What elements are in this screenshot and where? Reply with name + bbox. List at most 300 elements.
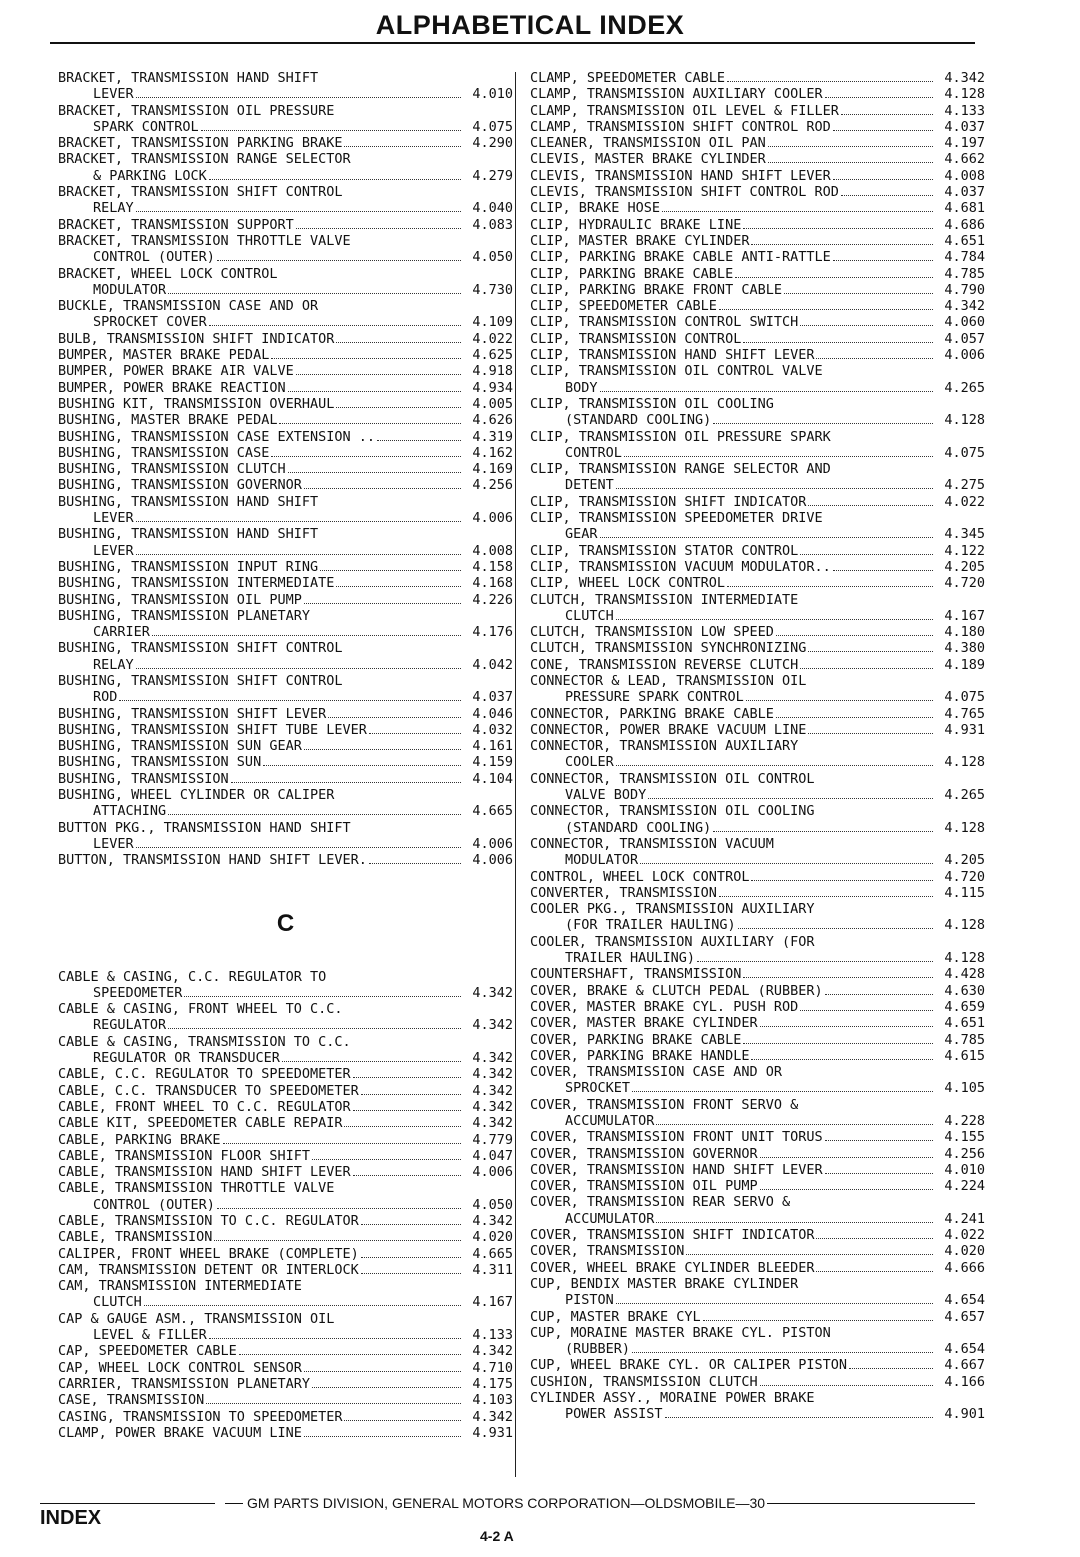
index-entry: [530, 1276, 985, 1309]
index-entry-text: CABLE, TRANSMISSION THROTTLE VALVE: [58, 1180, 335, 1197]
index-entry-text: RELAY: [93, 200, 134, 217]
index-entry-text: CLAMP, SPEEDOMETER CABLE: [530, 70, 726, 86]
index-entry-line: [530, 624, 985, 640]
index-page-ref: 4.657: [944, 1308, 985, 1325]
index-page-ref: 4.197: [944, 135, 985, 152]
index-entry-line: [58, 1425, 513, 1441]
dot-leader: [743, 1042, 933, 1044]
index-entry-text: COVER, TRANSMISSION CASE AND OR: [530, 1064, 782, 1081]
index-page-ref: 4.720: [944, 575, 985, 592]
index-entry-text: BUSHING, TRANSMISSION HAND SHIFT: [58, 493, 319, 510]
dot-leader: [825, 1172, 933, 1174]
index-entry-line: [58, 412, 513, 428]
index-entry: [58, 477, 513, 493]
index-entry-text: CONNECTOR, TRANSMISSION OIL COOLING: [530, 803, 815, 820]
index-entry-text: DETENT: [565, 477, 614, 494]
index-entry-text: BUSHING, TRANSMISSION SHIFT CONTROL: [58, 672, 343, 689]
index-entry: [58, 347, 513, 363]
index-entry-text: SPEEDOMETER: [93, 984, 183, 1001]
index-entry-text: CLIP, BRAKE HOSE: [530, 200, 661, 217]
index-page-ref: 4.042: [472, 656, 513, 673]
index-entry: [530, 543, 985, 559]
index-entry: [530, 575, 985, 591]
index-entry: [530, 738, 985, 771]
index-page-ref: 4.665: [472, 1245, 513, 1262]
index-entry: [530, 1260, 985, 1276]
index-page-ref: 4.380: [944, 640, 985, 657]
index-entry-text: LEVER: [93, 542, 134, 559]
index-entry-text: CLIP, TRANSMISSION STATOR CONTROL: [530, 542, 799, 559]
index-page-ref: 4.934: [472, 379, 513, 396]
dot-leader: [816, 1237, 933, 1239]
index-page-ref: 4.006: [472, 1164, 513, 1181]
index-entry-text: VALVE BODY: [565, 787, 647, 804]
index-page-ref: 4.275: [944, 477, 985, 494]
index-page-ref: 4.279: [472, 167, 513, 184]
index-page-ref: 4.020: [944, 1243, 985, 1260]
index-page-ref: 4.319: [472, 428, 513, 445]
dot-leader: [719, 308, 933, 310]
index-entry: [58, 722, 513, 738]
footer-section-label: INDEX: [40, 1507, 102, 1529]
dot-leader: [800, 667, 933, 669]
footer-text: GM PARTS DIVISION, GENERAL MOTORS CORPORATION—OLDSMOBILE—30: [247, 1495, 766, 1511]
dot-leader: [751, 879, 933, 881]
index-page-ref: 4.901: [944, 1406, 985, 1423]
dot-leader: [808, 504, 933, 506]
index-page-ref: 4.189: [944, 656, 985, 673]
index-entry-line: [530, 249, 985, 265]
index-page-ref: 4.659: [944, 998, 985, 1015]
index-entry-line: [58, 331, 513, 347]
index-entry-text: BUSHING, TRANSMISSION OIL PUMP: [58, 591, 302, 608]
index-entry-line: [530, 151, 985, 167]
dot-leader: [849, 1367, 933, 1369]
index-entry-text: CLIP, MASTER BRAKE CYLINDER: [530, 232, 750, 249]
dot-leader: [665, 1416, 933, 1418]
index-entry-text: CONVERTER, TRANSMISSION: [530, 884, 717, 901]
index-entry-text: COVER, TRANSMISSION OIL PUMP: [530, 1178, 758, 1195]
index-entry-text: CLEVIS, TRANSMISSION HAND SHIFT LEVER: [530, 167, 831, 184]
index-page-ref: 4.005: [472, 395, 513, 412]
index-entry: [530, 1309, 985, 1325]
index-entry-line: [530, 640, 985, 656]
index-entry-line: [58, 852, 513, 868]
dot-leader: [600, 536, 933, 538]
dot-leader: [288, 471, 461, 473]
index-entry: [530, 200, 985, 216]
dot-leader: [616, 618, 933, 620]
index-entry-line: [58, 200, 513, 216]
section-letter: C: [276, 909, 295, 937]
index-entry-line: [530, 86, 985, 102]
index-entry-text: CAM, TRANSMISSION INTERMEDIATE: [58, 1278, 302, 1295]
index-entry-line: [58, 1148, 513, 1164]
index-entry-text: ACCUMULATOR: [565, 1210, 655, 1227]
index-page-ref: 4.931: [472, 1424, 513, 1441]
index-page-ref: 4.166: [944, 1373, 985, 1390]
index-page-ref: 4.103: [472, 1392, 513, 1409]
index-entry-text: CONNECTOR, PARKING BRAKE CABLE: [530, 705, 774, 722]
index-entry-line: [530, 722, 985, 738]
index-page-ref: 4.176: [472, 624, 513, 641]
index-page-ref: 4.167: [472, 1294, 513, 1311]
index-entry-line: [58, 396, 513, 412]
index-page-ref: 4.790: [944, 281, 985, 298]
index-entry-text: CLIP, PARKING BRAKE CABLE: [530, 265, 734, 282]
index-entry-text: CARRIER: [93, 624, 150, 641]
index-entry-text: LEVER: [93, 510, 134, 527]
dot-leader: [738, 927, 933, 929]
dot-leader: [168, 292, 461, 294]
index-page-ref: 4.010: [944, 1161, 985, 1178]
dot-leader: [282, 1060, 461, 1062]
index-entry-line: [58, 1164, 513, 1180]
dot-leader: [361, 1093, 461, 1095]
page-title: ALPHABETICAL INDEX: [375, 10, 685, 40]
index-entry-text: MODULATOR: [565, 852, 639, 869]
index-page-ref: 4.050: [472, 1196, 513, 1213]
index-entry-line: [58, 559, 513, 575]
index-entry: [58, 1278, 513, 1311]
index-entry-line: [58, 380, 513, 396]
index-entry: [530, 999, 985, 1015]
dot-leader: [640, 862, 933, 864]
index-entry: [530, 429, 985, 462]
dot-leader: [746, 699, 933, 701]
index-page-ref: 4.022: [944, 1227, 985, 1244]
dot-leader: [632, 1351, 933, 1353]
index-entry-text: BUSHING, TRANSMISSION CLUTCH: [58, 461, 286, 478]
index-entry-text: BUSHING, TRANSMISSION HAND SHIFT: [58, 526, 319, 543]
index-entry-text: COOLER, TRANSMISSION AUXILIARY (FOR: [530, 933, 815, 950]
dot-leader: [743, 227, 933, 229]
index-entry: [530, 901, 985, 934]
index-entry: [58, 363, 513, 379]
index-entry-text: COVER, WHEEL BRAKE CYLINDER BLEEDER: [530, 1259, 815, 1276]
index-entry: [58, 771, 513, 787]
index-entry-text: CAP, SPEEDOMETER CABLE: [58, 1343, 237, 1360]
index-page-ref: 4.006: [944, 347, 985, 364]
index-entry-text: COVER, TRANSMISSION REAR SERVO &: [530, 1194, 791, 1211]
index-page-ref: 4.008: [472, 542, 513, 559]
index-entry: [58, 396, 513, 412]
index-entry-text: CLAMP, POWER BRAKE VACUUM LINE: [58, 1424, 302, 1441]
index-entry-text: COVER, TRANSMISSION HAND SHIFT LEVER: [530, 1161, 823, 1178]
index-page-ref: 4.228: [944, 1113, 985, 1129]
dot-leader: [833, 259, 933, 261]
index-entry-line: [530, 559, 985, 575]
index-page-ref: 4.615: [944, 1047, 985, 1064]
index-entry-line: [58, 429, 513, 445]
index-entry: [58, 754, 513, 770]
index-entry-text: CLIP, HYDRAULIC BRAKE LINE: [530, 216, 742, 233]
index-entry: [530, 771, 985, 804]
index-entry-line: [58, 1343, 513, 1359]
dot-leader: [833, 569, 933, 571]
index-entry-line: [58, 1327, 513, 1343]
index-page-ref: 4.022: [944, 493, 985, 510]
index-entry-line: [530, 1113, 985, 1129]
dot-leader: [312, 1386, 461, 1388]
index-entry-text: CABLE, FRONT WHEEL TO C.C. REGULATOR: [58, 1098, 351, 1115]
dot-leader: [152, 634, 461, 636]
dot-leader: [214, 1239, 461, 1241]
index-entry-text: BUSHING, TRANSMISSION INPUT RING: [58, 558, 319, 575]
index-entry-text: CLIP, TRANSMISSION RANGE SELECTOR AND: [530, 461, 831, 478]
index-entry: [530, 1146, 985, 1162]
index-entry-line: [530, 1374, 985, 1390]
index-entry-text: CUP, WHEEL BRAKE CYL. OR CALIPER PISTON: [530, 1357, 847, 1374]
index-entry: [530, 168, 985, 184]
index-entry: [530, 706, 985, 722]
index-entry-text: CLIP, TRANSMISSION OIL CONTROL VALVE: [530, 363, 823, 380]
index-entry: [58, 103, 513, 136]
index-page-ref: 4.785: [944, 1031, 985, 1048]
index-page-ref: 4.765: [944, 705, 985, 722]
index-page-ref: 4.342: [472, 984, 513, 1001]
dot-leader: [825, 993, 933, 995]
index-entry-text: CLIP, TRANSMISSION SPEEDOMETER DRIVE: [530, 510, 823, 527]
index-entry-line: [58, 217, 513, 233]
index-entry-line: [58, 722, 513, 738]
index-entry: [58, 1360, 513, 1376]
index-page-ref: 4.654: [944, 1292, 985, 1309]
index-entry-line: [58, 1246, 513, 1262]
index-entry-line: [58, 1360, 513, 1376]
dot-leader: [136, 553, 461, 555]
index-entry-line: [530, 135, 985, 151]
footer-publisher: [225, 1495, 975, 1511]
index-page-ref: 4.265: [944, 379, 985, 396]
index-entry-line: [530, 103, 985, 119]
index-page-ref: 4.342: [472, 1098, 513, 1115]
dot-leader: [353, 1109, 461, 1111]
index-entry-text: MODULATOR: [93, 281, 167, 298]
index-entry-line: [530, 331, 985, 347]
dot-leader: [344, 1125, 461, 1127]
index-entry-text: BRACKET, TRANSMISSION OIL PRESSURE: [58, 102, 335, 119]
index-entry-text: CLIP, TRANSMISSION OIL COOLING: [530, 395, 774, 412]
column-divider: [515, 72, 516, 1477]
index-page-ref: 4.226: [472, 591, 513, 608]
dot-leader: [816, 357, 933, 359]
index-page-ref: 4.428: [944, 966, 985, 983]
dot-leader: [328, 716, 461, 718]
dot-leader: [751, 1058, 933, 1060]
index-page-ref: 4.122: [944, 542, 985, 559]
index-entry: [530, 70, 985, 86]
dot-leader: [768, 161, 933, 163]
dot-leader: [344, 1419, 461, 1421]
index-entry-line: [58, 1115, 513, 1131]
dot-leader: [361, 1272, 461, 1274]
index-page-ref: 4.128: [944, 950, 985, 967]
index-entry-text: (STANDARD COOLING): [565, 412, 712, 429]
index-entry-line: [530, 1178, 985, 1194]
index-entry-line: [530, 70, 985, 86]
index-entry-text: PISTON: [565, 1292, 614, 1309]
index-entry-text: BRACKET, TRANSMISSION THROTTLE VALVE: [58, 232, 351, 249]
index-entry: [58, 575, 513, 591]
index-entry-text: CONNECTOR, TRANSMISSION AUXILIARY: [530, 738, 799, 755]
index-entry-line: [58, 445, 513, 461]
dot-leader: [616, 487, 933, 489]
index-page-ref: 4.037: [944, 118, 985, 135]
index-entry-line: [530, 689, 985, 705]
dot-leader: [760, 1025, 933, 1027]
index-page-ref: 4.075: [944, 689, 985, 706]
index-page-ref: 4.630: [944, 982, 985, 999]
dot-leader: [784, 292, 933, 294]
dot-leader: [312, 1158, 461, 1160]
index-page-ref: 4.256: [944, 1145, 985, 1162]
index-page-ref: 4.109: [472, 314, 513, 331]
index-entry: [58, 217, 513, 233]
index-entry-text: CONTROL (OUTER): [93, 249, 215, 266]
index-entry-text: SPROCKET: [565, 1080, 631, 1097]
index-entry-text: BUSHING, TRANSMISSION: [58, 770, 229, 787]
index-entry-text: CALIPER, FRONT WHEEL BRAKE (COMPLETE): [58, 1245, 359, 1262]
index-page-ref: 4.040: [472, 200, 513, 217]
dot-leader: [223, 1142, 461, 1144]
dot-leader: [713, 830, 933, 832]
index-entry-line: [530, 1309, 985, 1325]
index-entry: [58, 787, 513, 820]
index-entry-text: BRACKET, TRANSMISSION SHIFT CONTROL: [58, 184, 343, 201]
dot-leader: [377, 439, 461, 441]
title-divider: [50, 42, 975, 44]
dot-leader: [727, 585, 933, 587]
dot-leader: [279, 422, 461, 424]
index-entry: [58, 640, 513, 673]
index-entry: [530, 1194, 985, 1227]
index-page-ref: 4.342: [472, 1408, 513, 1425]
index-entry-text: COVER, MASTER BRAKE CYLINDER: [530, 1015, 758, 1032]
index-entry-text: BUTTON PKG., TRANSMISSION HAND SHIFT: [58, 819, 351, 836]
index-entry: [58, 70, 513, 103]
index-page-ref: 4.155: [944, 1129, 985, 1146]
index-entry-line: [58, 1050, 513, 1066]
dot-leader: [686, 1253, 933, 1255]
index-page-ref: 4.666: [944, 1259, 985, 1276]
dot-leader: [304, 602, 461, 604]
dot-leader: [816, 1270, 933, 1272]
index-entry-text: CLIP, WHEEL LOCK CONTROL: [530, 575, 726, 592]
index-page-ref: 4.133: [472, 1327, 513, 1344]
index-entry-text: CABLE, C.C. REGULATOR TO SPEEDOMETER: [58, 1066, 351, 1083]
index-entry: [530, 1374, 985, 1390]
index-entry-text: CLIP, TRANSMISSION OIL PRESSURE SPARK: [530, 428, 831, 445]
index-entry: [530, 1325, 985, 1358]
index-entry-line: [530, 1243, 985, 1259]
dot-leader: [144, 1304, 461, 1306]
index-entry-line: [530, 494, 985, 510]
index-entry-line: [58, 624, 513, 640]
index-page-ref: 4.205: [944, 852, 985, 869]
dot-leader: [776, 634, 933, 636]
index-entry-line: [530, 184, 985, 200]
index-page-ref: 4.626: [472, 412, 513, 429]
index-page-ref: 4.057: [944, 330, 985, 347]
index-entry: [58, 266, 513, 299]
index-entry-text: BUSHING, MASTER BRAKE PEDAL: [58, 412, 278, 429]
index-entry-text: COVER, TRANSMISSION SHIFT INDICATOR: [530, 1227, 815, 1244]
index-entry-line: [530, 168, 985, 184]
index-entry-text: BUSHING, TRANSMISSION SUN: [58, 754, 262, 771]
index-entry-text: CAM, TRANSMISSION DETENT OR INTERLOCK: [58, 1261, 359, 1278]
index-entry-text: TRAILER HAULING): [565, 950, 696, 967]
index-entry-line: [530, 869, 985, 885]
index-entry-text: CABLE, TRANSMISSION TO C.C. REGULATOR: [58, 1213, 359, 1229]
index-page-ref: 4.006: [472, 510, 513, 527]
index-page-ref: 4.342: [472, 1343, 513, 1360]
index-entry-text: CLAMP, TRANSMISSION SHIFT CONTROL ROD: [530, 118, 831, 135]
dot-leader: [296, 373, 461, 375]
index-entry: [530, 559, 985, 575]
dot-leader: [833, 129, 933, 131]
dot-leader: [760, 1156, 933, 1158]
index-entry-text: CONNECTOR, POWER BRAKE VACUUM LINE: [530, 721, 807, 738]
index-entry-line: [530, 1080, 985, 1096]
index-page-ref: 4.342: [944, 298, 985, 315]
index-page-ref: 4.342: [472, 1050, 513, 1067]
index-entry-line: [530, 885, 985, 901]
index-page-ref: 4.162: [472, 444, 513, 461]
index-entry-line: [530, 1162, 985, 1178]
index-entry-line: [58, 461, 513, 477]
dot-leader: [217, 259, 461, 261]
index-entry: [58, 1213, 513, 1229]
index-page-ref: 4.083: [472, 216, 513, 233]
index-entry-line: [58, 347, 513, 363]
dot-leader: [760, 1384, 933, 1386]
index-entry-text: COVER, MASTER BRAKE CYL. PUSH ROD: [530, 998, 799, 1015]
dot-leader: [353, 1076, 461, 1078]
index-entry-text: BUMPER, POWER BRAKE REACTION: [58, 379, 286, 396]
dot-leader: [304, 1370, 461, 1372]
index-page-ref: 4.168: [472, 575, 513, 592]
index-page-ref: 4.730: [472, 281, 513, 298]
dot-leader: [632, 1090, 933, 1092]
index-page-ref: 4.047: [472, 1147, 513, 1164]
index-page-ref: 4.290: [472, 135, 513, 152]
dot-leader: [727, 80, 933, 82]
index-entry-line: [530, 526, 985, 542]
index-page-ref: 4.265: [944, 787, 985, 804]
index-entry-line: [58, 86, 513, 102]
index-entry-line: [58, 135, 513, 151]
index-list-c: [58, 969, 513, 1442]
index-entry-text: CLIP, TRANSMISSION SHIFT INDICATOR: [530, 493, 807, 510]
index-page-ref: 4.342: [472, 1213, 513, 1229]
index-page-ref: 4.050: [472, 249, 513, 266]
index-page-ref: 4.105: [944, 1080, 985, 1097]
index-page-ref: 4.710: [472, 1359, 513, 1376]
dot-leader: [320, 569, 461, 571]
index-entry-line: [58, 314, 513, 330]
dot-leader: [735, 276, 933, 278]
index-entry: [530, 640, 985, 656]
index-entry-text: CABLE & CASING, C.C. REGULATOR TO: [58, 968, 327, 985]
index-entry-line: [58, 1132, 513, 1148]
index-entry-text: CLEVIS, MASTER BRAKE CYLINDER: [530, 151, 766, 168]
dot-leader: [743, 976, 933, 978]
index-entry: [530, 1015, 985, 1031]
index-entry-line: [530, 445, 985, 461]
dot-leader: [217, 1207, 461, 1209]
index-entry-line: [58, 592, 513, 608]
